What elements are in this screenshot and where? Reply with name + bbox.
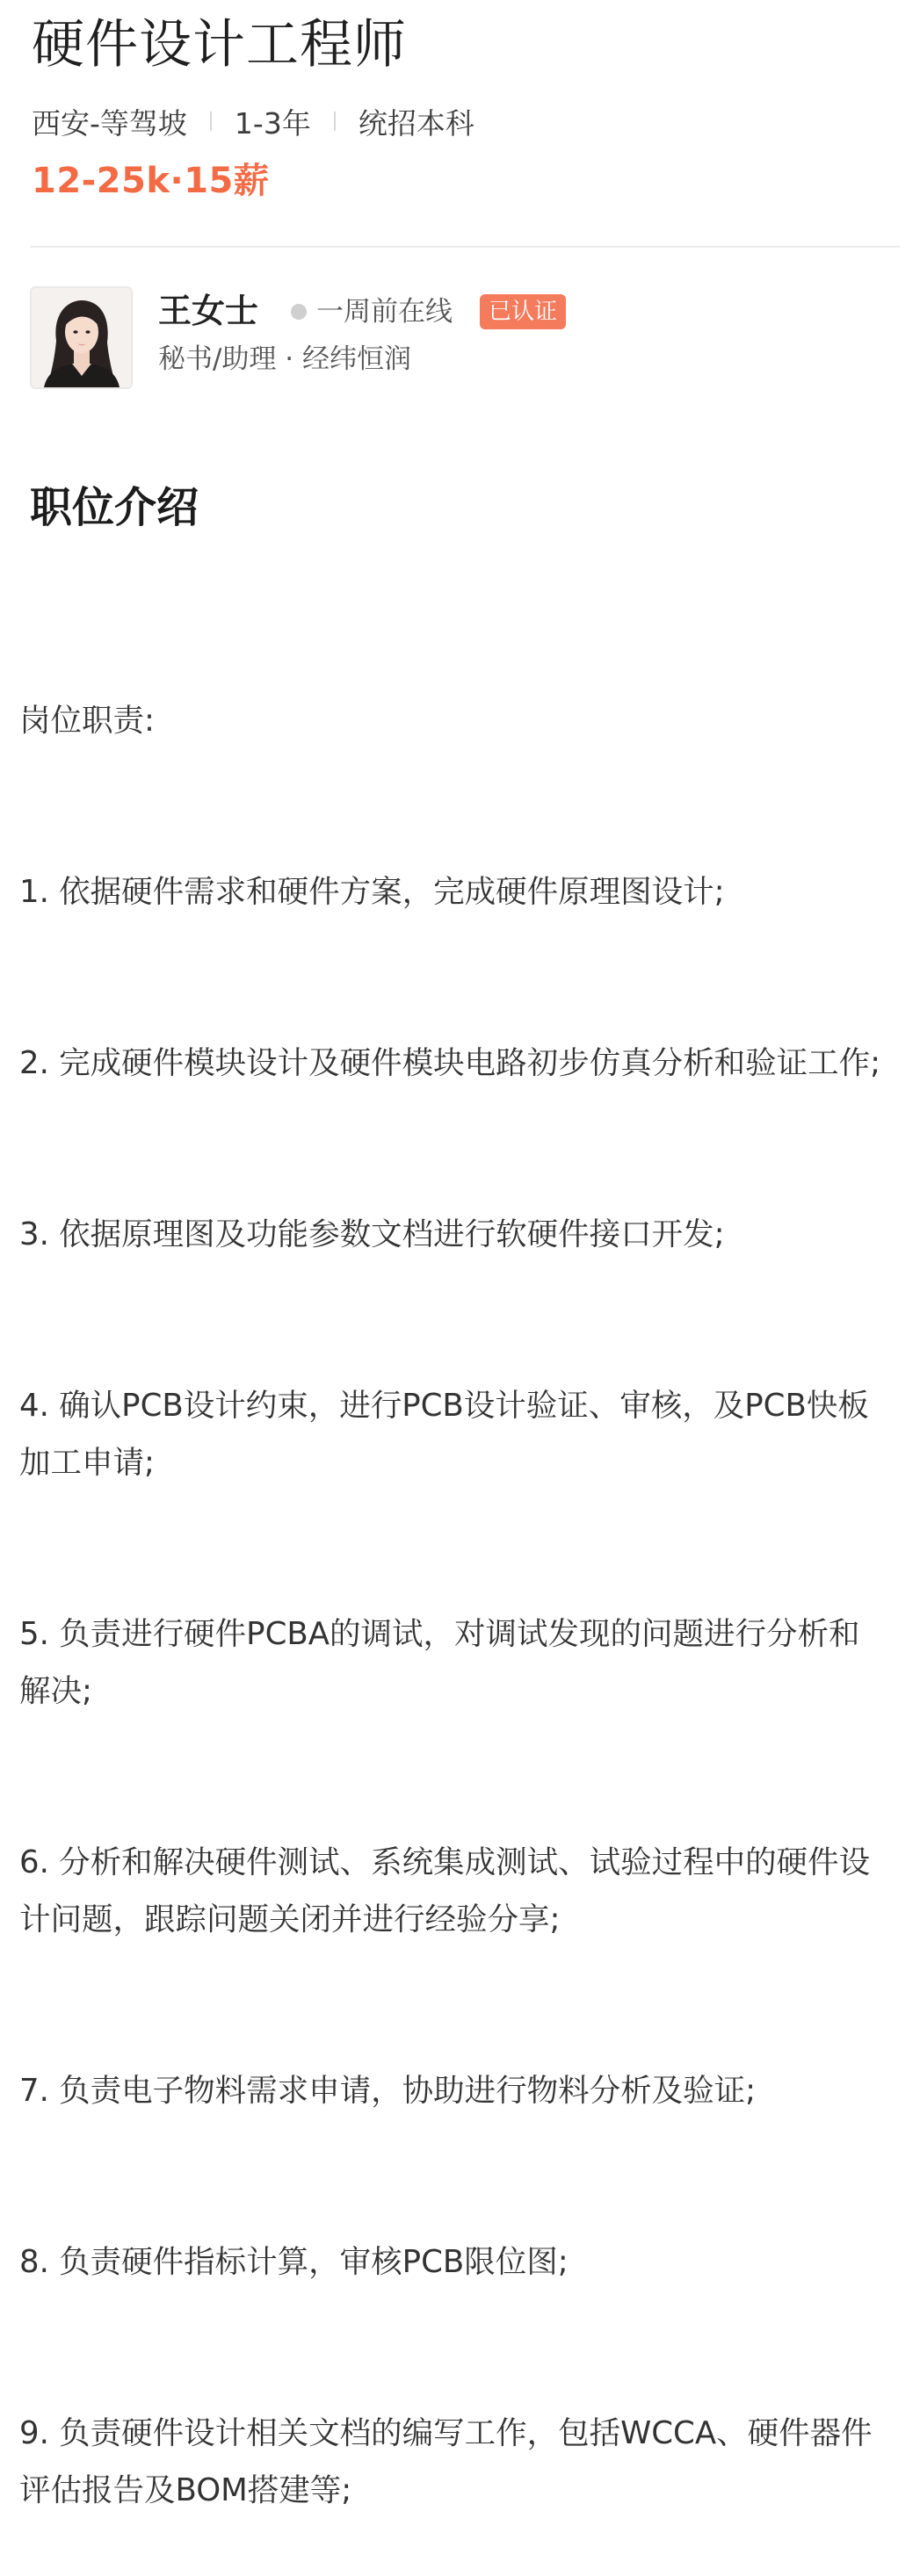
online-status-dot-icon (291, 304, 307, 320)
description-line: 8. 负责硬件指标计算，审核PCB限位图; (19, 2244, 569, 2280)
verified-badge: 已认证 (480, 294, 566, 329)
description-line: 7. 负责电子物料需求申请，协助进行物料分析及验证; (19, 2073, 757, 2109)
description-line: 1. 依据硬件需求和硬件方案，完成硬件原理图设计; (19, 874, 725, 910)
job-education: 统招本科 (358, 105, 474, 141)
recruiter-company: 秘书/助理 · 经纬恒润 (158, 343, 412, 375)
recruiter-card[interactable] (30, 286, 900, 387)
job-title: 硬件设计工程师 (32, 14, 407, 76)
description-line: 岗位职责: (19, 703, 155, 739)
recruiter-name: 王女士 (158, 292, 259, 330)
meta-divider (334, 112, 336, 131)
description-line: 3. 依据原理图及功能参数文档进行软硬件接口开发; (19, 1216, 725, 1252)
person-portrait-icon (32, 288, 131, 387)
online-status: 一周前在线 (316, 296, 453, 328)
description-line: 2. 完成硬件模块设计及硬件模块电路初步仿真分析和验证工作; (19, 1045, 881, 1081)
job-description (19, 578, 889, 2576)
description-line: 9. 负责硬件设计相关文档的编写工作，包括WCCA、硬件器件评估报告及BOM搭建等; (19, 2415, 873, 2508)
section-divider (30, 246, 900, 248)
job-header (32, 11, 902, 204)
description-line: 4. 确认PCB设计约束，进行PCB设计验证、审核，及PCB快板加工申请; (19, 1388, 869, 1481)
job-meta (32, 102, 902, 141)
job-experience: 1-3年 (234, 105, 311, 141)
section-title: 职位介绍 (30, 483, 199, 532)
avatar[interactable] (30, 286, 133, 389)
job-location: 西安-等驾坡 (32, 105, 187, 141)
job-salary: 12-25k·15薪 (32, 161, 270, 201)
description-line: 5. 负责进行硬件PCBA的调试，对调试发现的问题进行分析和解决; (19, 1616, 860, 1709)
meta-divider (210, 112, 212, 131)
description-line: 6. 分析和解决硬件测试、系统集成测试、试验过程中的硬件设计问题，跟踪问题关闭并进行经验分享; (19, 1844, 871, 1937)
